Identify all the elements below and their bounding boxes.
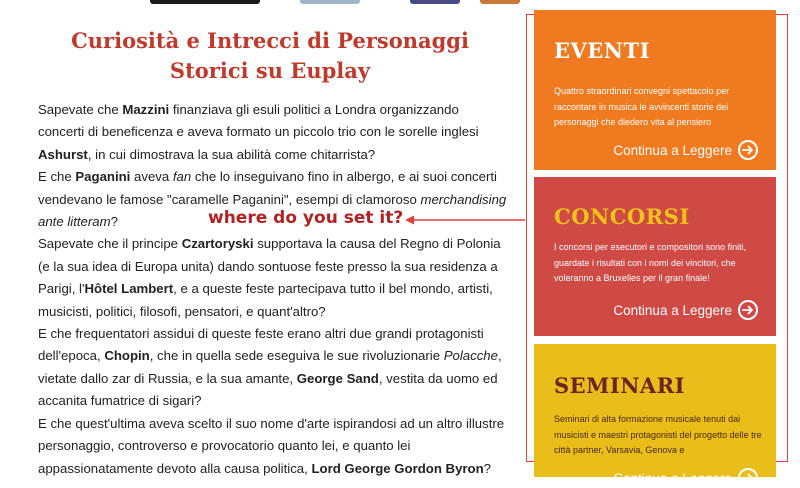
bold-name: Hôtel Lambert bbox=[84, 281, 174, 297]
text-run: Sapevate che bbox=[38, 102, 123, 117]
top-image-fragment bbox=[150, 0, 260, 4]
seminari-description: Seminari di alta formazione musicale tenuti dai musicisti e maestri protagonisti del progetto delle tre città partner, Varsavia, Genova e bbox=[554, 414, 762, 455]
text-run: supportava la causa del Regno di Polonia (e la sua idea di Europa unita) dando sontuose feste presso la sua residenza a Parigi, l' bbox=[38, 236, 501, 297]
seminari-read-more-link[interactable] bbox=[613, 468, 758, 488]
top-image-strip bbox=[0, 0, 800, 8]
text-run: , in cui dimostrava la sua abilità come chitarrista? bbox=[87, 146, 376, 162]
text-run: Sapevate che il principe bbox=[38, 236, 182, 252]
article-paragraph bbox=[38, 413, 508, 480]
arrow-right-icon bbox=[738, 300, 758, 320]
text-run: ? bbox=[483, 460, 491, 476]
eventi-description: Quattro straordinari convegni spettacolo per raccontare in musica le avvincenti storie dei personaggi che diedero vita al pensiero bbox=[554, 86, 730, 127]
bold-name: Ashurst bbox=[38, 146, 88, 162]
concorsi-read-more-link[interactable] bbox=[613, 300, 758, 320]
bold-name: George Sand bbox=[296, 370, 379, 386]
bold-name: Chopin bbox=[104, 348, 150, 364]
top-image-fragment bbox=[480, 0, 520, 4]
text-run: E che bbox=[38, 169, 76, 185]
read-more-label: Continua a Leggere bbox=[613, 302, 732, 318]
arrow-right-icon bbox=[738, 140, 758, 160]
concorsi-title: CONCORSI bbox=[554, 204, 690, 229]
annotation-arrow-icon bbox=[405, 214, 527, 226]
bold-name: Paganini bbox=[75, 169, 131, 185]
top-image-fragment bbox=[410, 0, 460, 4]
text-run: E che frequentatori assidui di queste feste erano altri due grandi protagonisti dell'epoca, bbox=[38, 326, 484, 364]
text-run: , e a queste feste partecipava tutto il bel mondo, artisti, musicisti, politici, filosofi, pensatori, e quant'altro? bbox=[38, 281, 493, 319]
article-paragraph bbox=[38, 233, 508, 323]
text-run: finanziava gli esuli politici a Londra organizzando concerti di beneficenza e aveva formato un piccolo trio con le sorelle inglesi bbox=[38, 102, 479, 140]
concorsi-card[interactable] bbox=[534, 177, 776, 336]
arrow-right-icon bbox=[738, 468, 758, 488]
seminari-title: SEMINARI bbox=[554, 373, 686, 398]
article-paragraph bbox=[38, 323, 508, 413]
seminari-card[interactable] bbox=[534, 344, 776, 486]
eventi-read-more-link[interactable] bbox=[613, 140, 758, 160]
text-run: , vestita da uomo ed accanita fumatrice di sigari? bbox=[38, 370, 498, 409]
italic-term: Polacche bbox=[443, 348, 498, 364]
text-run: E che quest'ultima aveva scelto il suo nome d'arte ispirandosi ad un altro illustre personaggio, controverso e provocatorio quanto lei, e quanto lei appassionatamente devoto alla causa politica, bbox=[38, 415, 505, 476]
concorsi-description: I concorsi per esecutori e compositori sono finiti, guardate i risultati con i nomi dei vincitori, che voleranno a Bruxelles per il gran finale! bbox=[554, 242, 747, 283]
eventi-card[interactable] bbox=[534, 10, 776, 170]
bold-name: Czartoryski bbox=[181, 236, 254, 252]
top-image-fragment bbox=[300, 0, 360, 4]
text-run: aveva bbox=[130, 169, 173, 185]
article-title: Curiosità e Intrecci di Personaggi Storici su Euplay bbox=[71, 28, 469, 83]
annotation-label: where do you set it? bbox=[208, 208, 404, 228]
italic-term: fan bbox=[172, 169, 192, 185]
article-body bbox=[38, 99, 508, 480]
article-paragraph bbox=[38, 99, 508, 166]
text-run: ? bbox=[110, 214, 118, 230]
italic-term: merchandising ante litteram bbox=[38, 191, 507, 230]
bold-name: Mazzini bbox=[122, 102, 170, 117]
read-more-label: Continua a Leggere bbox=[613, 142, 732, 158]
read-more-label: Continua a Leggere bbox=[613, 470, 732, 486]
text-run: , vietate dallo zar di Russia, e la sua amante, bbox=[38, 348, 502, 386]
text-run: , che in quella sede eseguiva le sue rivoluzionarie bbox=[149, 348, 444, 364]
text-run: che lo inseguivano fino in albergo, e ai suoi concerti vendevano le famose "caramelle Paganini", esempi di clamoroso bbox=[38, 169, 497, 207]
bold-name: Lord George Gordon Byron bbox=[311, 460, 484, 476]
eventi-title: EVENTI bbox=[554, 38, 650, 63]
